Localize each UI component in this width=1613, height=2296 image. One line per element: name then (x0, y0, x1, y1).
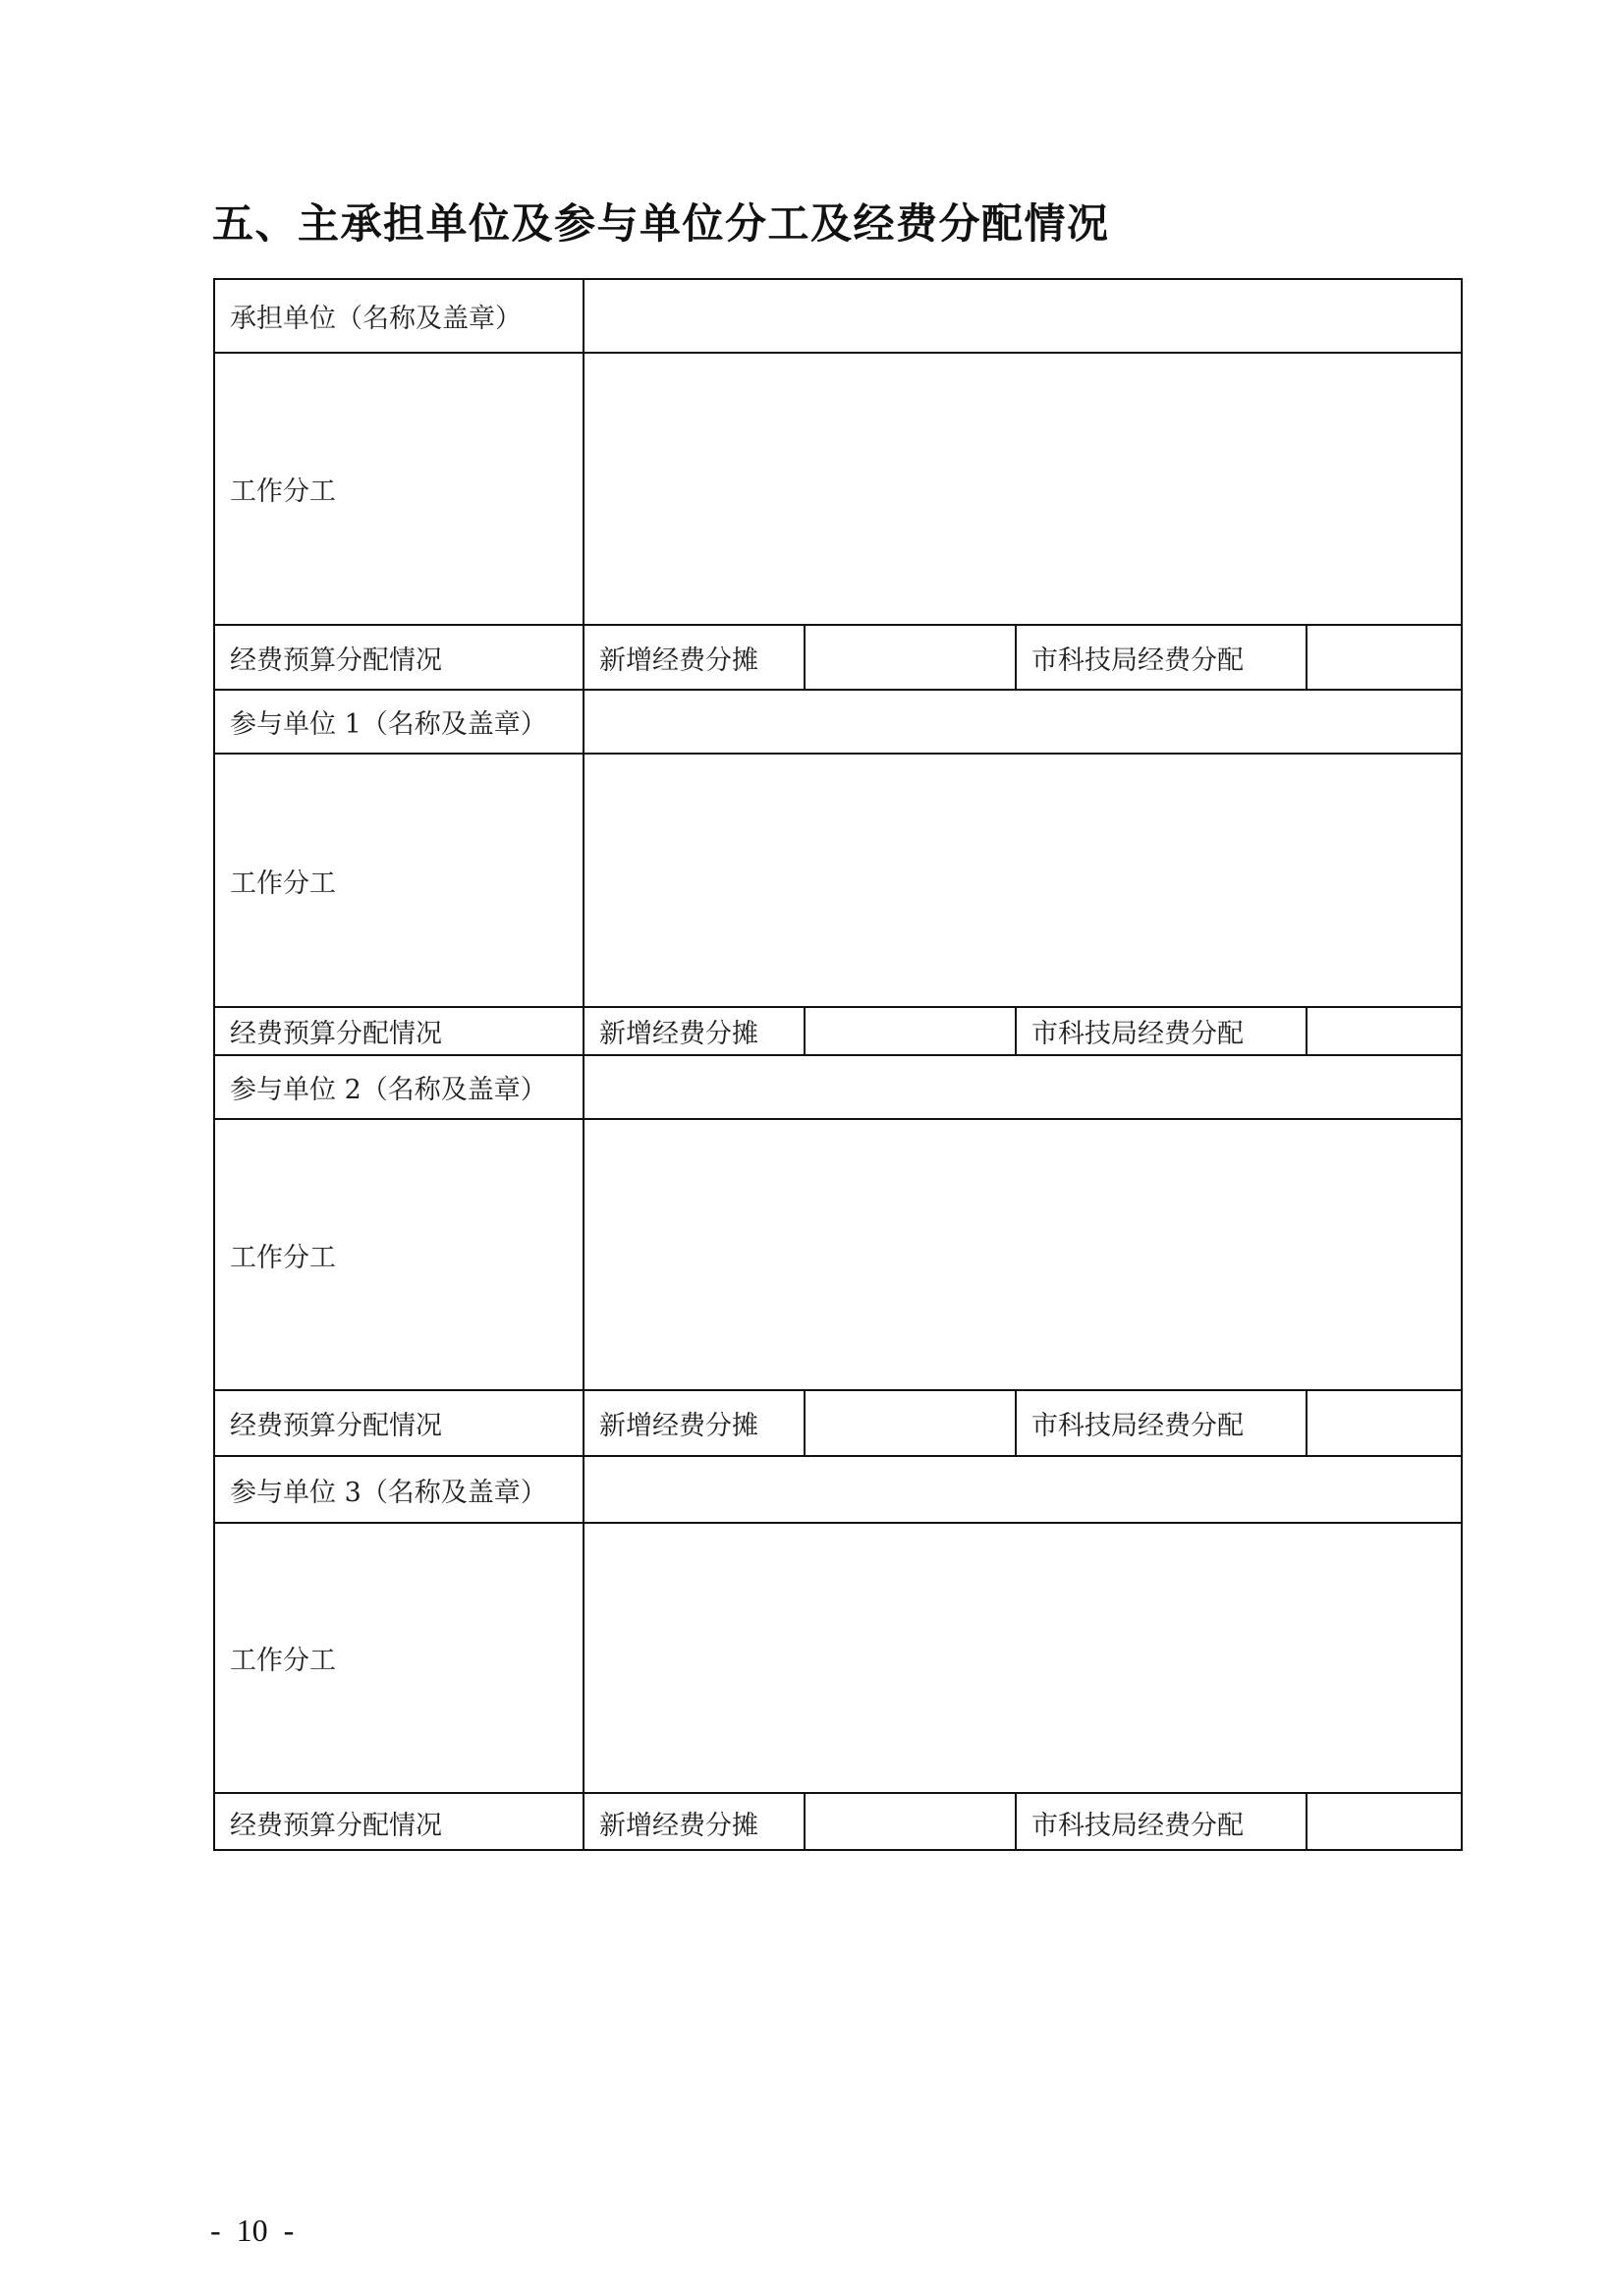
unit-division-table (213, 278, 1463, 1851)
budget-label: 经费预算分配情况 (230, 644, 442, 676)
participant-unit-1-row (215, 689, 1461, 753)
new-funds-label: 新增经费分摊 (583, 1008, 804, 1054)
budget-label: 经费预算分配情况 (230, 1019, 442, 1049)
work-division-field[interactable] (583, 1524, 1461, 1792)
work-division-label: 工作分工 (230, 1646, 336, 1676)
bureau-funds-field[interactable] (1306, 1008, 1461, 1054)
work-division-label: 工作分工 (230, 476, 336, 507)
participant-unit-2-row (215, 1054, 1461, 1118)
new-funds-label: 新增经费分摊 (583, 626, 804, 689)
work-division-row (215, 1118, 1461, 1389)
unit-label: 参与单位 2（名称及盖章） (230, 1075, 547, 1105)
budget-label: 经费预算分配情况 (230, 1810, 442, 1841)
new-funds-label: 新增经费分摊 (583, 1391, 804, 1455)
new-funds-field[interactable] (804, 1391, 1015, 1455)
bureau-funds-label: 市科技局经费分配 (1015, 1794, 1306, 1851)
unit-name-field[interactable] (583, 691, 1461, 753)
work-division-label: 工作分工 (230, 1242, 336, 1273)
page-title: 五、主承担单位及参与单位分工及经费分配情况 (212, 199, 1110, 248)
lead-unit-row (215, 280, 1461, 352)
work-division-row (215, 753, 1461, 1006)
budget-label: 经费预算分配情况 (230, 1411, 442, 1441)
work-division-field[interactable] (583, 1120, 1461, 1389)
work-division-label: 工作分工 (230, 868, 336, 899)
budget-row (215, 1006, 1461, 1054)
budget-row (215, 1792, 1461, 1851)
work-division-row (215, 1522, 1461, 1792)
unit-name-field[interactable] (583, 1457, 1461, 1522)
work-division-field[interactable] (583, 755, 1461, 1006)
bureau-funds-label: 市科技局经费分配 (1015, 1008, 1306, 1054)
bureau-funds-label: 市科技局经费分配 (1015, 626, 1306, 689)
unit-label: 承担单位（名称及盖章） (230, 304, 522, 334)
unit-name-field[interactable] (583, 1056, 1461, 1118)
unit-label: 参与单位 1（名称及盖章） (230, 709, 547, 740)
bureau-funds-label: 市科技局经费分配 (1015, 1391, 1306, 1455)
bureau-funds-field[interactable] (1306, 1794, 1461, 1851)
page-number: - 10 - (210, 2212, 295, 2248)
unit-label: 参与单位 3（名称及盖章） (230, 1477, 547, 1508)
budget-row (215, 1389, 1461, 1455)
participant-unit-3-row (215, 1455, 1461, 1522)
unit-name-field[interactable] (583, 280, 1461, 352)
new-funds-field[interactable] (804, 1008, 1015, 1054)
new-funds-field[interactable] (804, 626, 1015, 689)
work-division-row (215, 352, 1461, 624)
bureau-funds-field[interactable] (1306, 626, 1461, 689)
new-funds-label: 新增经费分摊 (583, 1794, 804, 1851)
budget-row (215, 624, 1461, 689)
bureau-funds-field[interactable] (1306, 1391, 1461, 1455)
work-division-field[interactable] (583, 354, 1461, 624)
new-funds-field[interactable] (804, 1794, 1015, 1851)
